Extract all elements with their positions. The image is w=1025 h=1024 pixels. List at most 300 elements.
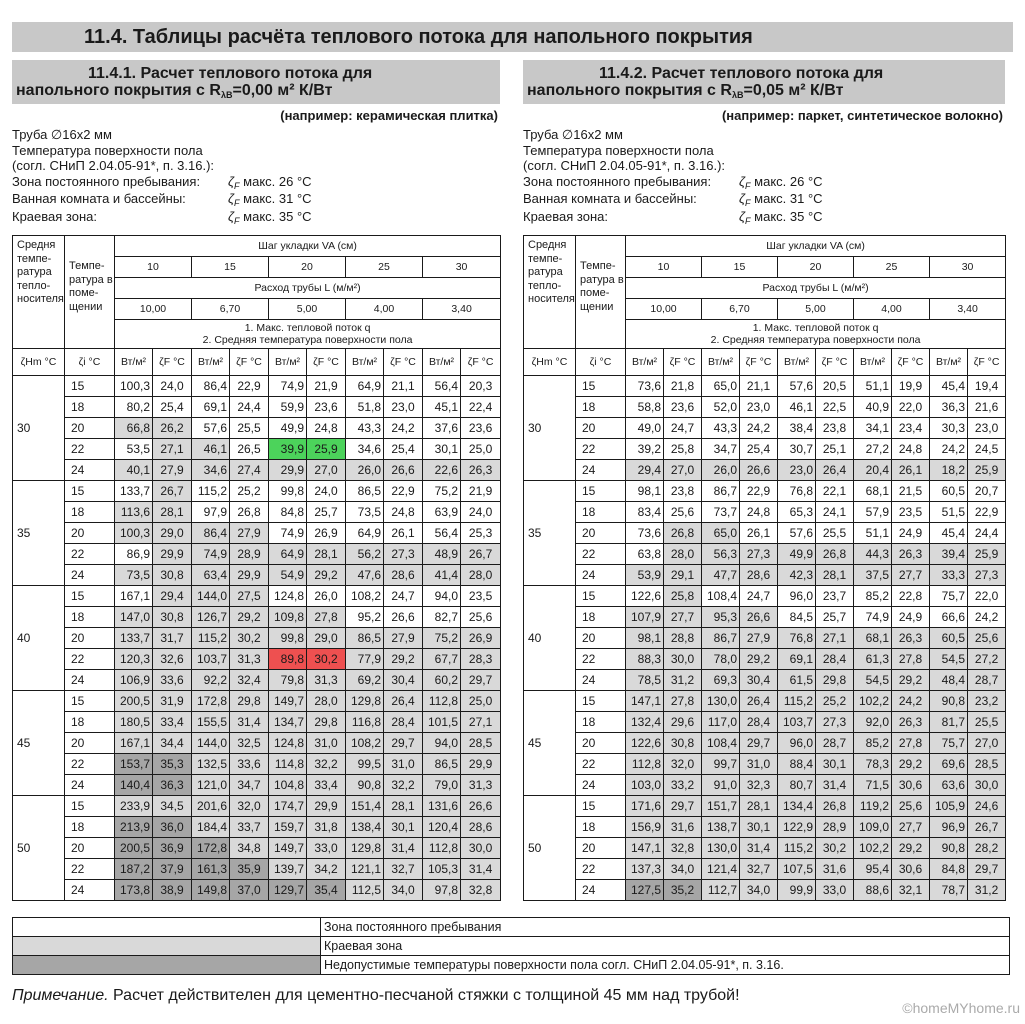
surface-temp-cell: 27,8 bbox=[892, 733, 930, 754]
room-temp-cell: 24 bbox=[576, 670, 626, 691]
surface-temp-cell: 24,0 bbox=[307, 481, 346, 502]
surface-temp-cell: 25,9 bbox=[968, 544, 1006, 565]
surface-temp-cell: 30,0 bbox=[968, 775, 1006, 796]
heat-flux-cell: 133,7 bbox=[115, 481, 153, 502]
surface-temp-cell: 21,1 bbox=[740, 376, 778, 397]
heat-flux-cell: 90,8 bbox=[930, 838, 968, 859]
heat-flux-cell: 33,3 bbox=[930, 565, 968, 586]
heat-flux-cell: 94,0 bbox=[423, 586, 461, 607]
room-temp-cell: 15 bbox=[576, 481, 626, 502]
surface-temp-cell: 27,3 bbox=[384, 544, 423, 565]
heat-flux-cell: 172,8 bbox=[192, 691, 230, 712]
surface-temp-cell: 26,8 bbox=[664, 523, 702, 544]
spacing-value: 20 bbox=[269, 257, 346, 278]
heat-flux-cell: 37,6 bbox=[423, 418, 461, 439]
heat-flux-cell: 73,5 bbox=[346, 502, 384, 523]
room-temp-cell: 22 bbox=[65, 439, 115, 460]
heat-flux-cell: 36,3 bbox=[930, 397, 968, 418]
spec-zone-label: Краевая зона: bbox=[12, 208, 97, 224]
room-temp-cell: 22 bbox=[576, 439, 626, 460]
room-temp-cell: 24 bbox=[576, 565, 626, 586]
heat-flux-cell: 102,2 bbox=[854, 838, 892, 859]
heat-flux-cell: 45,4 bbox=[930, 523, 968, 544]
surface-temp-cell: 23,2 bbox=[968, 691, 1006, 712]
surface-temp-cell: 25,5 bbox=[968, 712, 1006, 733]
surface-temp-cell: 23,6 bbox=[307, 397, 346, 418]
surface-temp-cell: 25,2 bbox=[816, 691, 854, 712]
surface-temp-cell: 28,6 bbox=[384, 565, 423, 586]
surface-temp-cell: 34,8 bbox=[230, 838, 269, 859]
heat-flux-cell: 74,9 bbox=[854, 607, 892, 628]
heat-flux-cell: 131,6 bbox=[423, 796, 461, 817]
heat-flux-cell: 98,1 bbox=[626, 481, 664, 502]
surface-temp-cell: 28,1 bbox=[740, 796, 778, 817]
surface-temp-cell: 24,8 bbox=[384, 502, 423, 523]
surface-temp-cell: 19,9 bbox=[892, 376, 930, 397]
spec-surface-temp: Температура поверхности пола bbox=[523, 142, 714, 158]
surface-temp-cell: 26,6 bbox=[384, 460, 423, 481]
header-zeta-i: ζi °C bbox=[576, 349, 626, 376]
surface-temp-cell: 30,4 bbox=[740, 670, 778, 691]
surface-temp-cell: 33,0 bbox=[816, 880, 854, 901]
surface-temp-cell: 27,9 bbox=[740, 628, 778, 649]
room-temp-cell: 22 bbox=[576, 859, 626, 880]
surface-temp-cell: 27,0 bbox=[307, 460, 346, 481]
heat-flux-cell: 58,8 bbox=[626, 397, 664, 418]
heat-flux-cell: 124,8 bbox=[269, 733, 307, 754]
watermark: ©homeMYhome.ru bbox=[902, 1000, 1020, 1016]
heat-flux-cell: 57,6 bbox=[192, 418, 230, 439]
heat-flux-cell: 39,9 bbox=[269, 439, 307, 460]
heat-flux-cell: 74,9 bbox=[269, 523, 307, 544]
surface-temp-cell: 26,0 bbox=[307, 586, 346, 607]
heat-flux-cell: 76,8 bbox=[778, 628, 816, 649]
heat-flux-cell: 34,7 bbox=[702, 439, 740, 460]
heat-flux-cell: 63,8 bbox=[626, 544, 664, 565]
heat-flux-cell: 130,0 bbox=[702, 691, 740, 712]
room-temp-cell: 18 bbox=[65, 712, 115, 733]
surface-temp-cell: 24,4 bbox=[968, 523, 1006, 544]
surface-temp-cell: 28,2 bbox=[968, 838, 1006, 859]
surface-temp-cell: 30,1 bbox=[384, 817, 423, 838]
surface-temp-cell: 37,9 bbox=[153, 859, 192, 880]
surface-temp-cell: 25,6 bbox=[664, 502, 702, 523]
heat-flux-cell: 75,2 bbox=[423, 481, 461, 502]
table-row bbox=[524, 733, 1006, 754]
table-row bbox=[13, 796, 501, 817]
table-row bbox=[13, 439, 501, 460]
heat-flux-cell: 30,7 bbox=[778, 439, 816, 460]
heat-flux-cell: 42,3 bbox=[778, 565, 816, 586]
surface-temp-cell: 32,7 bbox=[740, 859, 778, 880]
table-row bbox=[524, 712, 1006, 733]
surface-temp-cell: 27,5 bbox=[230, 586, 269, 607]
table-row bbox=[524, 754, 1006, 775]
surface-temp-cell: 30,6 bbox=[892, 775, 930, 796]
unit-t: ζF °C bbox=[307, 349, 346, 376]
surface-temp-cell: 28,5 bbox=[461, 733, 501, 754]
surface-temp-cell: 23,5 bbox=[892, 502, 930, 523]
surface-temp-cell: 29,6 bbox=[664, 712, 702, 733]
heat-flux-cell: 173,8 bbox=[115, 880, 153, 901]
heat-flux-cell: 132,5 bbox=[192, 754, 230, 775]
heat-flux-cell: 73,6 bbox=[626, 523, 664, 544]
surface-temp-cell: 26,7 bbox=[461, 544, 501, 565]
heat-flux-cell: 96,0 bbox=[778, 733, 816, 754]
surface-temp-cell: 24,7 bbox=[740, 586, 778, 607]
heat-flux-cell: 53,9 bbox=[626, 565, 664, 586]
spec-norm-ref: (согл. СНиП 2.04.05-91*, п. 3.16.): bbox=[12, 158, 215, 173]
zeta-char: ζ bbox=[739, 173, 746, 189]
surface-temp-cell: 26,9 bbox=[461, 628, 501, 649]
spec-zone-value: макс. 35 °C bbox=[754, 208, 823, 224]
mean-temp-cell: 50 bbox=[13, 796, 65, 901]
table-row bbox=[524, 523, 1006, 544]
heat-flux-cell: 84,5 bbox=[778, 607, 816, 628]
heat-flux-cell: 63,6 bbox=[930, 775, 968, 796]
heat-flux-cell: 83,4 bbox=[626, 502, 664, 523]
surface-temp-cell: 32,8 bbox=[461, 880, 501, 901]
surface-temp-cell: 28,7 bbox=[968, 670, 1006, 691]
surface-temp-cell: 26,3 bbox=[892, 544, 930, 565]
heat-flux-cell: 65,0 bbox=[702, 376, 740, 397]
legend-label-edge: Краевая зона bbox=[321, 937, 1010, 956]
surface-temp-cell: 28,6 bbox=[461, 817, 501, 838]
room-temp-cell: 22 bbox=[576, 754, 626, 775]
heat-flux-cell: 112,8 bbox=[423, 691, 461, 712]
unit-q: Вт/м² bbox=[115, 349, 153, 376]
table-row bbox=[13, 754, 501, 775]
surface-temp-cell: 23,6 bbox=[664, 397, 702, 418]
surface-temp-cell: 31,0 bbox=[740, 754, 778, 775]
heat-flux-cell: 78,3 bbox=[854, 754, 892, 775]
room-temp-cell: 20 bbox=[576, 628, 626, 649]
room-temp-cell: 15 bbox=[576, 691, 626, 712]
surface-temp-cell: 25,6 bbox=[892, 796, 930, 817]
spec-zone-row bbox=[12, 174, 500, 192]
surface-temp-cell: 30,1 bbox=[816, 754, 854, 775]
surface-temp-cell: 24,9 bbox=[892, 607, 930, 628]
heat-flux-cell: 108,4 bbox=[702, 586, 740, 607]
heat-flux-cell: 53,5 bbox=[115, 439, 153, 460]
heat-flux-cell: 65,3 bbox=[778, 502, 816, 523]
heat-flux-cell: 61,3 bbox=[854, 649, 892, 670]
heat-flux-cell: 57,6 bbox=[778, 376, 816, 397]
surface-temp-cell: 26,6 bbox=[461, 796, 501, 817]
surface-temp-cell: 26,6 bbox=[740, 607, 778, 628]
heat-flux-cell: 48,4 bbox=[930, 670, 968, 691]
heat-flux-cell: 174,7 bbox=[269, 796, 307, 817]
example-note: (например: керамическая плитка) bbox=[280, 108, 498, 123]
surface-temp-cell: 30,1 bbox=[740, 817, 778, 838]
heat-flux-cell: 96,9 bbox=[930, 817, 968, 838]
surface-temp-cell: 25,9 bbox=[307, 439, 346, 460]
heat-flux-cell: 98,1 bbox=[626, 628, 664, 649]
flow-value: 3,40 bbox=[930, 299, 1006, 320]
surface-temp-cell: 33,6 bbox=[230, 754, 269, 775]
unit-t: ζF °C bbox=[740, 349, 778, 376]
surface-temp-cell: 33,7 bbox=[230, 817, 269, 838]
surface-temp-cell: 26,4 bbox=[816, 460, 854, 481]
heat-flux-cell: 117,0 bbox=[702, 712, 740, 733]
spec-zone-label: Ванная комната и бассейны: bbox=[12, 191, 186, 206]
surface-temp-cell: 22,9 bbox=[740, 481, 778, 502]
heat-flux-cell: 34,6 bbox=[346, 439, 384, 460]
heat-flux-cell: 114,8 bbox=[269, 754, 307, 775]
unit-t: ζF °C bbox=[230, 349, 269, 376]
table-row bbox=[524, 460, 1006, 481]
heat-flux-cell: 115,2 bbox=[778, 838, 816, 859]
heat-flux-cell: 68,1 bbox=[854, 481, 892, 502]
header-row bbox=[524, 236, 1006, 257]
surface-temp-cell: 31,7 bbox=[153, 628, 192, 649]
surface-temp-cell: 36,3 bbox=[153, 775, 192, 796]
surface-temp-cell: 29,8 bbox=[230, 691, 269, 712]
surface-temp-cell: 28,5 bbox=[968, 754, 1006, 775]
zeta-char: ζ bbox=[228, 191, 235, 206]
mean-temp-cell: 40 bbox=[13, 586, 65, 691]
unit-t: ζF °C bbox=[816, 349, 854, 376]
table-panel-left bbox=[12, 60, 500, 901]
spacing-value: 25 bbox=[854, 257, 930, 278]
heat-flux-cell: 82,7 bbox=[423, 607, 461, 628]
header-spacing: Шаг укладки VA (см) bbox=[626, 236, 1006, 257]
room-temp-cell: 22 bbox=[65, 859, 115, 880]
heat-flux-cell: 79,8 bbox=[269, 670, 307, 691]
surface-temp-cell: 25,3 bbox=[461, 523, 501, 544]
heat-flux-cell: 92,2 bbox=[192, 670, 230, 691]
room-temp-cell: 15 bbox=[65, 691, 115, 712]
header-legend-line1: 1. Макс. тепловой поток q bbox=[244, 322, 371, 334]
room-temp-cell: 22 bbox=[65, 649, 115, 670]
subtitle-subscript: λB bbox=[731, 90, 744, 100]
heat-flux-cell: 112,8 bbox=[626, 754, 664, 775]
surface-temp-cell: 34,4 bbox=[153, 733, 192, 754]
surface-temp-cell: 29,0 bbox=[307, 628, 346, 649]
heat-flux-cell: 60,2 bbox=[423, 670, 461, 691]
header-zeta-hm: ζHm °C bbox=[13, 349, 65, 376]
heat-flux-cell: 100,3 bbox=[115, 376, 153, 397]
surface-temp-cell: 24,2 bbox=[740, 418, 778, 439]
flow-value: 4,00 bbox=[346, 299, 423, 320]
surface-temp-cell: 25,8 bbox=[664, 586, 702, 607]
table-row bbox=[524, 502, 1006, 523]
spec-zone-value: макс. 35 °C bbox=[243, 208, 312, 224]
legend-row bbox=[13, 918, 1010, 937]
room-temp-cell: 15 bbox=[576, 586, 626, 607]
room-temp-cell: 22 bbox=[65, 544, 115, 565]
mean-temp-cell: 45 bbox=[524, 691, 576, 796]
surface-temp-cell: 24,9 bbox=[892, 523, 930, 544]
surface-temp-cell: 26,7 bbox=[968, 817, 1006, 838]
heat-flux-cell: 57,9 bbox=[854, 502, 892, 523]
heat-flux-cell: 86,9 bbox=[115, 544, 153, 565]
surface-temp-cell: 24,5 bbox=[968, 439, 1006, 460]
heat-flux-cell: 18,2 bbox=[930, 460, 968, 481]
heat-flux-cell: 180,5 bbox=[115, 712, 153, 733]
unit-q: Вт/м² bbox=[423, 349, 461, 376]
table-row bbox=[13, 670, 501, 691]
heat-flux-cell: 57,6 bbox=[778, 523, 816, 544]
zeta-char: ζ bbox=[739, 191, 746, 206]
surface-temp-cell: 27,7 bbox=[892, 565, 930, 586]
heat-flux-cell: 65,0 bbox=[702, 523, 740, 544]
heat-flux-cell: 153,7 bbox=[115, 754, 153, 775]
surface-temp-cell: 24,0 bbox=[153, 376, 192, 397]
heat-flux-cell: 94,0 bbox=[423, 733, 461, 754]
surface-temp-cell: 21,8 bbox=[664, 376, 702, 397]
header-room-temp: Темпе-ратура в поме-щении bbox=[576, 236, 626, 349]
table-row bbox=[13, 565, 501, 586]
surface-temp-cell: 25,6 bbox=[461, 607, 501, 628]
flow-value: 6,70 bbox=[192, 299, 269, 320]
heat-flux-cell: 86,5 bbox=[423, 754, 461, 775]
unit-t: ζF °C bbox=[664, 349, 702, 376]
unit-q: Вт/м² bbox=[346, 349, 384, 376]
surface-temp-cell: 29,7 bbox=[384, 733, 423, 754]
heat-flux-cell: 95,3 bbox=[702, 607, 740, 628]
spacing-value: 10 bbox=[626, 257, 702, 278]
surface-temp-cell: 27,9 bbox=[384, 628, 423, 649]
spec-zone-row bbox=[523, 191, 1005, 209]
surface-temp-cell: 25,0 bbox=[461, 691, 501, 712]
header-row bbox=[13, 349, 501, 376]
heat-flux-cell: 80,7 bbox=[778, 775, 816, 796]
heat-flux-cell: 22,6 bbox=[423, 460, 461, 481]
heat-flux-cell: 100,3 bbox=[115, 523, 153, 544]
heat-flux-cell: 109,0 bbox=[854, 817, 892, 838]
heat-flux-cell: 73,6 bbox=[626, 376, 664, 397]
heat-flux-cell: 140,4 bbox=[115, 775, 153, 796]
unit-t: ζF °C bbox=[153, 349, 192, 376]
spec-zone-label: Краевая зона: bbox=[523, 208, 608, 224]
surface-temp-cell: 25,4 bbox=[153, 397, 192, 418]
heat-flux-cell: 45,4 bbox=[930, 376, 968, 397]
heat-flux-cell: 120,3 bbox=[115, 649, 153, 670]
heat-flux-cell: 161,3 bbox=[192, 859, 230, 880]
surface-temp-cell: 26,3 bbox=[892, 628, 930, 649]
surface-temp-cell: 25,0 bbox=[461, 439, 501, 460]
heat-flux-cell: 99,8 bbox=[269, 481, 307, 502]
room-temp-cell: 20 bbox=[65, 418, 115, 439]
surface-temp-cell: 23,0 bbox=[968, 418, 1006, 439]
subtitle-suffix: =0,05 м² К/Вт bbox=[743, 82, 844, 99]
heat-flux-cell: 129,8 bbox=[346, 838, 384, 859]
surface-temp-cell: 29,8 bbox=[816, 670, 854, 691]
heat-flux-cell: 201,6 bbox=[192, 796, 230, 817]
surface-temp-cell: 26,8 bbox=[230, 502, 269, 523]
surface-temp-cell: 33,0 bbox=[307, 838, 346, 859]
heat-flux-cell: 75,7 bbox=[930, 586, 968, 607]
table-row bbox=[13, 712, 501, 733]
table-row bbox=[13, 838, 501, 859]
room-temp-cell: 20 bbox=[576, 733, 626, 754]
heat-flux-cell: 167,1 bbox=[115, 733, 153, 754]
heat-flux-cell: 126,7 bbox=[192, 607, 230, 628]
surface-temp-cell: 26,4 bbox=[740, 691, 778, 712]
surface-temp-cell: 22,0 bbox=[968, 586, 1006, 607]
legend-label-invalid: Недопустимые температуры поверхности пола согл. СНиП 2.04.05-91*, п. 3.16. bbox=[321, 956, 1010, 975]
room-temp-cell: 22 bbox=[576, 649, 626, 670]
heat-flux-cell: 167,1 bbox=[115, 586, 153, 607]
heat-flux-cell: 104,8 bbox=[269, 775, 307, 796]
heat-flux-cell: 74,9 bbox=[192, 544, 230, 565]
surface-temp-cell: 33,2 bbox=[664, 775, 702, 796]
surface-temp-cell: 23,0 bbox=[384, 397, 423, 418]
surface-temp-cell: 25,1 bbox=[816, 439, 854, 460]
heat-flux-cell: 29,4 bbox=[626, 460, 664, 481]
surface-temp-cell: 21,5 bbox=[892, 481, 930, 502]
heat-flux-cell: 171,6 bbox=[626, 796, 664, 817]
heat-flux-cell: 45,1 bbox=[423, 397, 461, 418]
heat-flux-cell: 34,6 bbox=[192, 460, 230, 481]
zeta-subscript: F bbox=[234, 180, 240, 191]
surface-temp-cell: 20,5 bbox=[816, 376, 854, 397]
surface-temp-cell: 33,4 bbox=[153, 712, 192, 733]
heat-flux-cell: 86,7 bbox=[702, 481, 740, 502]
heat-flux-cell: 27,2 bbox=[854, 439, 892, 460]
mean-temp-cell: 40 bbox=[524, 586, 576, 691]
table-row bbox=[524, 649, 1006, 670]
room-temp-cell: 18 bbox=[576, 607, 626, 628]
spec-zone-label: Зона постоянного пребывания: bbox=[12, 173, 201, 189]
zeta-subscript: F bbox=[745, 215, 751, 226]
unit-t: ζF °C bbox=[384, 349, 423, 376]
surface-temp-cell: 31,3 bbox=[307, 670, 346, 691]
room-temp-cell: 18 bbox=[65, 607, 115, 628]
heat-flux-cell: 52,0 bbox=[702, 397, 740, 418]
table-row bbox=[13, 859, 501, 880]
heat-flux-cell: 26,0 bbox=[346, 460, 384, 481]
surface-temp-cell: 33,4 bbox=[307, 775, 346, 796]
surface-temp-cell: 29,8 bbox=[307, 712, 346, 733]
spec-zone-value: макс. 26 °C bbox=[754, 173, 823, 189]
zeta-subscript: F bbox=[745, 198, 751, 208]
surface-temp-cell: 28,1 bbox=[816, 565, 854, 586]
heat-flux-cell: 49,9 bbox=[778, 544, 816, 565]
spec-pipe: Труба ∅16x2 мм bbox=[523, 127, 623, 142]
heat-flux-cell: 108,4 bbox=[702, 733, 740, 754]
heat-flux-cell: 149,8 bbox=[192, 880, 230, 901]
heat-flux-cell: 44,3 bbox=[854, 544, 892, 565]
table-row bbox=[13, 397, 501, 418]
heat-flux-cell: 124,8 bbox=[269, 586, 307, 607]
heat-flux-cell: 138,4 bbox=[346, 817, 384, 838]
heat-flux-cell: 105,9 bbox=[930, 796, 968, 817]
table-row bbox=[524, 376, 1006, 397]
surface-temp-cell: 36,9 bbox=[153, 838, 192, 859]
spec-zone-value: макс. 31 °C bbox=[754, 191, 823, 206]
heat-flux-cell: 95,2 bbox=[346, 607, 384, 628]
surface-temp-cell: 29,2 bbox=[384, 649, 423, 670]
heat-flux-cell: 51,1 bbox=[854, 376, 892, 397]
heat-flux-cell: 108,2 bbox=[346, 733, 384, 754]
room-temp-cell: 24 bbox=[576, 880, 626, 901]
surface-temp-cell: 33,6 bbox=[153, 670, 192, 691]
heat-flux-cell: 64,9 bbox=[346, 523, 384, 544]
table-row bbox=[524, 817, 1006, 838]
header-zeta-hm: ζHm °C bbox=[524, 349, 576, 376]
heat-flux-cell: 120,4 bbox=[423, 817, 461, 838]
heat-flux-cell: 40,1 bbox=[115, 460, 153, 481]
surface-temp-cell: 32,2 bbox=[384, 775, 423, 796]
table-row bbox=[13, 649, 501, 670]
surface-temp-cell: 28,0 bbox=[664, 544, 702, 565]
surface-temp-cell: 21,9 bbox=[307, 376, 346, 397]
header-legend bbox=[626, 320, 1006, 349]
heat-flux-cell: 134,4 bbox=[778, 796, 816, 817]
surface-temp-cell: 23,4 bbox=[892, 418, 930, 439]
